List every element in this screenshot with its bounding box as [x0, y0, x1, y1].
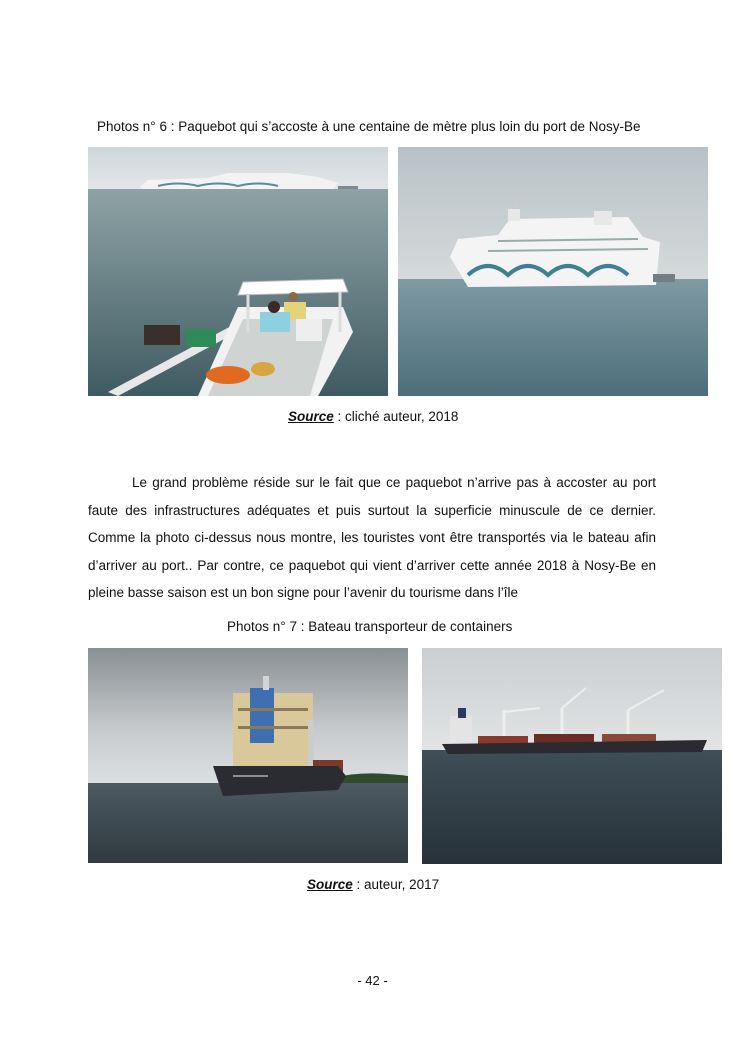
photo-container-ship-bow [88, 648, 408, 863]
photo-cruise-ship [398, 147, 708, 396]
body-paragraph: Le grand problème réside sur le fait que ce paquebot n’arrive pas à accoster au port faute des infrastructures adéquates et puis surtout la superficie minuscule de ce dernier. Comme la photo ci-dessus nous montre, les touristes vont être transportés via le bateau afin d’arriver au port.. Par contre, ce paquebot qui vient d’arriver cette année 2018 à Nosy-Be en pleine basse saison est un bon signe pour l’avenir du tourisme dans l’île [88, 475, 656, 600]
page-number: - 42 - [357, 973, 388, 988]
source-text: : cliché auteur, 2018 [333, 409, 459, 424]
photo-boat-and-cruise-ship [88, 147, 388, 396]
source-label: Source [288, 409, 334, 424]
photo-container-ship-cranes [422, 648, 722, 864]
source-text: : auteur, 2017 [352, 877, 440, 892]
source-label: Source [307, 877, 353, 892]
figure-6-source [288, 408, 458, 426]
figure-6-caption: Photos n° 6 : Paquebot qui s’accoste à une centaine de mètre plus loin du port de Nosy-Be [97, 119, 641, 134]
figure-7-caption: Photos n° 7 : Bateau transporteur de containers [227, 619, 513, 634]
figure-7-source [307, 876, 439, 894]
